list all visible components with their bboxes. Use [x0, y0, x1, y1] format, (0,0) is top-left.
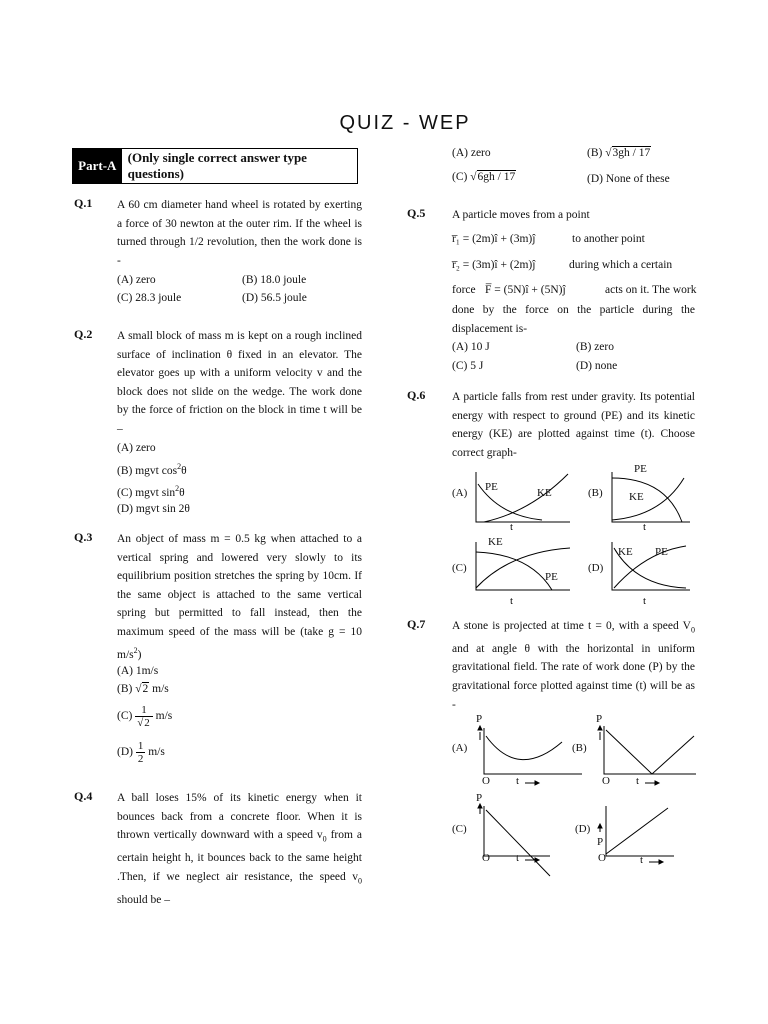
unit: m/s	[148, 746, 165, 759]
ke-label: KE	[537, 487, 552, 499]
question-text: A 60 cm diameter hand wheel is rotated by exerting a force of 30 newton at the outer rim. If the wheel is turned through 1/2 revolution, then the work done is -	[117, 199, 362, 267]
option-d[interactable]: (D) none	[576, 360, 618, 372]
t-label: t	[636, 775, 640, 787]
option-d[interactable]	[117, 740, 165, 765]
option-b[interactable]: (B) √2 m/s	[117, 683, 169, 695]
question-line-2: to another point	[572, 233, 645, 245]
superscript: 2	[177, 462, 182, 471]
option-b[interactable]: (B) 18.0 joule	[242, 274, 307, 286]
origin-label: O	[602, 775, 610, 787]
question-text-rest: done by the force on the particle during the displacement is-	[452, 304, 695, 335]
origin-label: O	[598, 852, 606, 864]
option-label: (B)	[587, 147, 603, 159]
part-label: Part-A	[73, 149, 122, 183]
t-label: t	[510, 595, 514, 607]
question-line-4: acts on it. The work	[605, 284, 697, 296]
option-a[interactable]: (A) 10 J	[452, 341, 490, 353]
ke-label: KE	[618, 546, 633, 558]
unit: m/s	[155, 710, 173, 723]
q6-graph-a	[470, 470, 580, 532]
p-label: P	[596, 713, 603, 725]
q7-graph-b	[598, 712, 698, 782]
option-a-label[interactable]: (A)	[452, 742, 468, 754]
q4-option-d[interactable]: (D) None of these	[587, 173, 670, 185]
option-c[interactable]: (C) 28.3 joule	[117, 292, 182, 304]
position-vector-r2: r̅₂ = (3m)î + (2m)ĵ	[452, 259, 536, 271]
t-label: t	[643, 595, 647, 607]
option-d-label[interactable]: (D)	[588, 562, 604, 574]
subscript: 0	[358, 875, 362, 885]
option-c[interactable]: (C) 5 J	[452, 360, 484, 372]
t-label: t	[510, 521, 514, 533]
question-number: Q.2	[74, 327, 93, 341]
question-number: Q.3	[74, 530, 93, 544]
option-b[interactable]: (B) zero	[576, 341, 614, 353]
option-label: (C)	[452, 171, 468, 183]
unit: m/s	[152, 683, 169, 695]
question-text	[117, 530, 362, 664]
question-text-part2: from a certain height h, it bounces back to the same height .Then, if we neglect air resistance, the speed v	[117, 829, 362, 883]
theta-symbol: θ	[181, 464, 187, 477]
superscript: 2	[133, 645, 138, 655]
q7-graph-c	[478, 796, 558, 878]
question-number: Q.6	[407, 388, 426, 402]
option-c-label[interactable]: (C)	[452, 823, 467, 835]
option-c-label[interactable]: (C)	[452, 562, 467, 574]
radicand: 3gh / 17	[612, 147, 651, 159]
question-line-3: during which a certain	[569, 259, 673, 271]
q4-option-a[interactable]: (A) zero	[452, 147, 491, 159]
part-a-header	[72, 148, 358, 184]
position-vector-r1: r̅₁ = (2m)î + (3m)ĵ	[452, 233, 536, 245]
option-label: (B)	[117, 683, 133, 695]
theta-symbol: θ	[179, 486, 185, 499]
option-label: (D)	[117, 746, 133, 759]
option-d[interactable]: (D) mgvt sin 2θ	[117, 503, 190, 515]
option-d[interactable]: (D) 56.5 joule	[242, 292, 307, 304]
question-text	[452, 617, 695, 714]
t-label: t	[516, 852, 520, 864]
question-number: Q.4	[74, 789, 93, 803]
option-label: (C)	[117, 710, 133, 723]
question-text-main: A stone is projected at time t = 0, with a speed V	[452, 620, 691, 632]
superscript: 2	[175, 484, 180, 493]
question-text	[117, 789, 362, 909]
ke-label: KE	[629, 491, 644, 503]
pe-label: PE	[485, 481, 498, 493]
question-number: Q.1	[74, 196, 93, 210]
question-text-end: )	[137, 648, 142, 661]
question-number: Q.7	[407, 617, 426, 631]
denominator: 2	[144, 717, 150, 729]
question-text-end: and at angle θ with the horizontal in uniform gravitational field. The rate of work done (P) by the gravitational force plotted against time (t) will be as -	[452, 642, 695, 711]
q6-graph-b	[606, 470, 696, 532]
p-label: P	[476, 713, 483, 725]
option-a[interactable]: (A) 1m/s	[117, 665, 159, 677]
numerator: 1	[135, 704, 153, 717]
q4-option-c[interactable]: (C) √6gh / 17	[452, 171, 516, 183]
t-label: t	[640, 854, 644, 866]
subscript: 0	[691, 625, 695, 635]
option-a-label[interactable]: (A)	[452, 487, 468, 499]
t-label: t	[516, 775, 520, 787]
question-line-1: A particle moves from a point	[452, 209, 590, 221]
option-c-text: (C) mgvt sin	[117, 486, 176, 499]
part-instructions: (Only single correct answer type questions)	[127, 150, 307, 181]
question-text: A small block of mass m is kept on a rough inclined surface of inclination θ fixed in an elevator. The elevator goes up with a uniform velocity v and the block does not slide on the wedge. The work done by the force of friction on the block in time t will be –	[117, 330, 362, 435]
t-label: t	[643, 521, 647, 533]
option-c[interactable]	[117, 480, 185, 502]
ke-label: KE	[488, 536, 503, 548]
radicand: 6gh / 17	[477, 171, 516, 183]
force-label: force	[452, 284, 476, 296]
pe-label: PE	[634, 463, 647, 475]
option-a[interactable]: (A) zero	[117, 442, 156, 454]
option-b-text: (B) mgvt cos	[117, 464, 178, 477]
pe-label: PE	[545, 571, 558, 583]
origin-label: O	[482, 852, 490, 864]
question-text-part3: should be –	[117, 893, 171, 906]
question-text-part1: A ball loses 15% of its kinetic energy when it bounces back from a concrete floor. When it is thrown vertically downward with a speed v	[117, 792, 362, 842]
question-number: Q.5	[407, 206, 426, 220]
p-label: P	[476, 792, 483, 804]
option-b[interactable]	[117, 458, 187, 480]
q7-graph-d	[598, 796, 678, 866]
q4-option-b[interactable]: (B) √3gh / 17	[587, 147, 651, 159]
radicand: 2	[142, 683, 149, 695]
option-b-label[interactable]: (B)	[588, 487, 603, 499]
question-text: A particle falls from rest under gravity. Its potential energy with respect to ground (PE) and its kinetic energy (KE) are plotted against time (t). Choose correct graph-	[452, 391, 695, 459]
force-vector: F̅ = (5N)î + (5N)ĵ	[485, 284, 566, 296]
question-text-main: An object of mass m = 0.5 kg when attached to a vertical spring and lowered very slowly to its equilibrium position stretches the spring by 10cm. If the same object is attached to the same vertical spring but permitted to fall instead, then the maximum speed of the mass will be (take g = 10 m/s	[117, 533, 362, 661]
page-title: QUIZ - WEP	[339, 112, 471, 134]
p-label: P	[597, 836, 604, 848]
numerator: 1	[137, 740, 144, 752]
option-d-label[interactable]: (D)	[575, 823, 591, 835]
q6-graph-c	[470, 540, 580, 596]
subscript: 0	[322, 834, 327, 844]
option-a[interactable]: (A) zero	[117, 274, 156, 286]
option-b-label[interactable]: (B)	[572, 742, 587, 754]
pe-label: PE	[655, 546, 668, 558]
option-c[interactable]: (C) $\frac{1}{√2}$ m/s	[117, 704, 173, 729]
denominator: 2	[137, 753, 144, 765]
origin-label: O	[482, 775, 490, 787]
